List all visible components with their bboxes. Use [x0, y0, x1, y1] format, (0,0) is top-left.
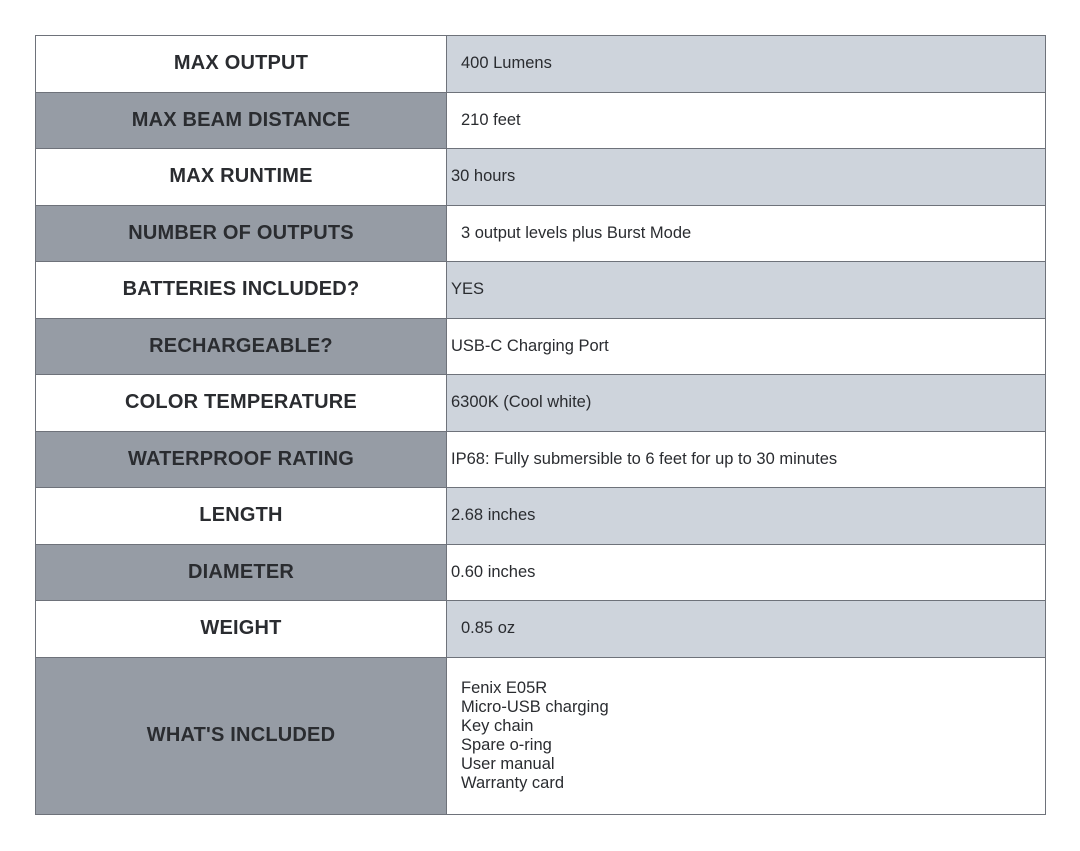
- table-row: [36, 205, 1046, 262]
- spec-label-length: LENGTH: [36, 488, 447, 545]
- list-item: Fenix E05R: [461, 678, 548, 697]
- table-row: [36, 488, 1046, 545]
- table-row: [36, 262, 1046, 319]
- spec-label-number-of-outputs: NUMBER OF OUTPUTS: [36, 205, 447, 262]
- spec-label-color-temperature: COLOR TEMPERATURE: [36, 375, 447, 432]
- table-row: [36, 601, 1046, 658]
- spec-value-weight: 0.85 oz: [447, 601, 1046, 658]
- table-row: [36, 149, 1046, 206]
- table-row: [36, 375, 1046, 432]
- spec-label-weight: WEIGHT: [36, 601, 447, 658]
- spec-label-waterproof-rating: WATERPROOF RATING: [36, 431, 447, 488]
- spec-label-max-runtime: MAX RUNTIME: [36, 149, 447, 206]
- spec-table: [35, 35, 1046, 815]
- list-item: Spare o-ring: [461, 735, 552, 754]
- spec-label-rechargeable: RECHARGEABLE?: [36, 318, 447, 375]
- table-row: [36, 544, 1046, 601]
- spec-label-max-beam-distance: MAX BEAM DISTANCE: [36, 92, 447, 149]
- included-items-list: [461, 679, 1045, 793]
- spec-value-batteries-included: YES: [447, 262, 1046, 319]
- spec-value-max-runtime: 30 hours: [447, 149, 1046, 206]
- spec-label-batteries-included: BATTERIES INCLUDED?: [36, 262, 447, 319]
- spec-label-diameter: DIAMETER: [36, 544, 447, 601]
- spec-value-rechargeable: USB-C Charging Port: [447, 318, 1046, 375]
- table-row: [36, 431, 1046, 488]
- list-item: Micro-USB charging: [461, 697, 609, 716]
- spec-value-number-of-outputs: 3 output levels plus Burst Mode: [447, 205, 1046, 262]
- spec-value-whats-included: [447, 657, 1046, 814]
- table-row: [36, 92, 1046, 149]
- table-row: [36, 36, 1046, 93]
- table-row: [36, 318, 1046, 375]
- table-row: [36, 657, 1046, 814]
- spec-value-max-beam-distance: 210 feet: [447, 92, 1046, 149]
- spec-value-color-temperature: 6300K (Cool white): [447, 375, 1046, 432]
- list-item: User manual: [461, 754, 555, 773]
- spec-value-max-output: 400 Lumens: [447, 36, 1046, 93]
- spec-label-max-output: MAX OUTPUT: [36, 36, 447, 93]
- spec-value-diameter: 0.60 inches: [447, 544, 1046, 601]
- list-item: Warranty card: [461, 773, 564, 792]
- spec-value-waterproof-rating: IP68: Fully submersible to 6 feet for up to 30 minutes: [447, 431, 1046, 488]
- spec-label-whats-included: WHAT'S INCLUDED: [36, 657, 447, 814]
- list-item: Key chain: [461, 716, 534, 735]
- spec-value-length: 2.68 inches: [447, 488, 1046, 545]
